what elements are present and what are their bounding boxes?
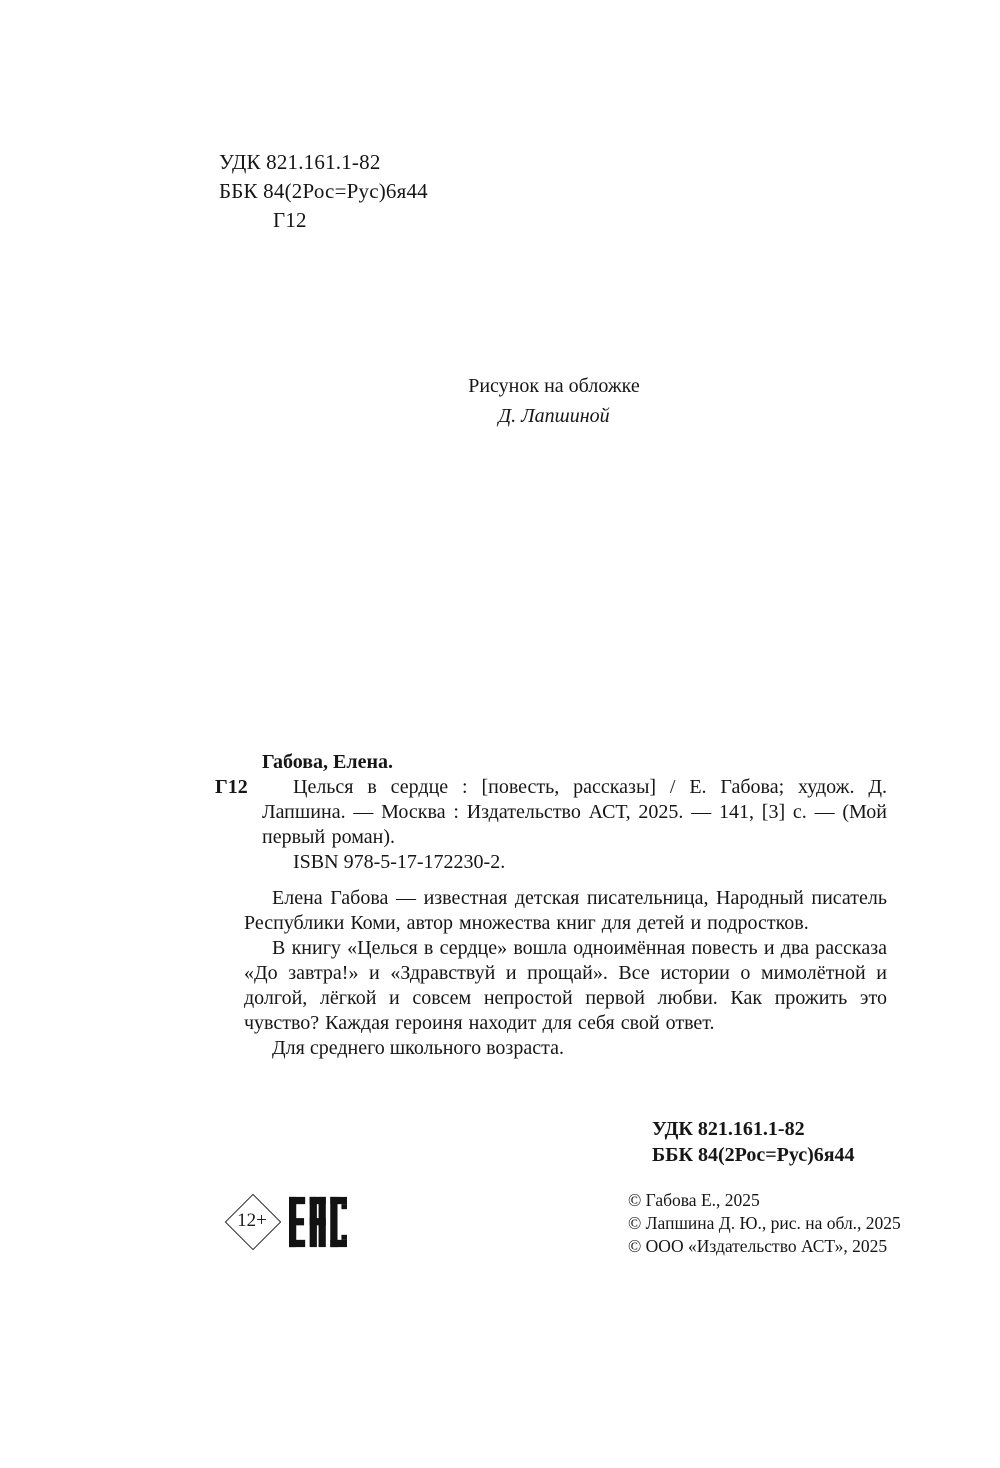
- copyright-line-illustrator: © Лапшина Д. Ю., рис. на обл., 2025: [628, 1213, 901, 1233]
- eac-conformity-mark-icon: [289, 1196, 347, 1248]
- annotation-about-book: В книгу «Целься в сердце» вошла одноимённая повесть и два рассказа «До завтра!» и «Здравствуй и прощай». Все истории о мимолётной и долгой, лёгкой и совсем непростой первой любви. Как прожить это чувство? Каждая героиня находит для себя свой ответ.: [244, 937, 887, 1034]
- copyright-block: [628, 1189, 901, 1258]
- card-bibliographic-description: Целься в сердце : [повесть, рассказы] / Е. Габова; худож. Д. Лапшина. — Москва : Издательство АСТ, 2025. — 141, [3] с. — (Мой первый роман).: [262, 776, 887, 848]
- bottom-classification-block: [652, 1116, 855, 1168]
- card-entry: [215, 775, 887, 850]
- annotation-about-author: Елена Габова — известная детская писательница, Народный писатель Республики Коми, автор множества книг для детей и подростков.: [244, 887, 887, 934]
- catalog-card-block: [215, 750, 887, 1061]
- copyright-line-publisher: © ООО «Издательство АСТ», 2025: [628, 1236, 888, 1256]
- bbk-code-top: ББК 84(2Рос=Рус)6я44: [219, 179, 428, 203]
- udk-code-bottom: УДК 821.161.1-82: [652, 1118, 805, 1140]
- author-sign-code: Г12: [273, 208, 307, 232]
- reading-age-note: Для среднего школьного возраста.: [272, 1037, 564, 1059]
- isbn-line: ISBN 978-5-17-172230-2.: [293, 851, 506, 873]
- cover-artist-name: Д. Лапшиной: [498, 405, 610, 427]
- bbk-code-bottom: ББК 84(2Рос=Рус)6я44: [652, 1144, 855, 1166]
- copyright-line-author: © Габова Е., 2025: [628, 1190, 760, 1210]
- udk-code-top: УДК 821.161.1-82: [219, 150, 381, 174]
- cover-credit-caption: Рисунок на обложке: [468, 375, 640, 397]
- card-entry-code: Г12: [215, 776, 248, 798]
- card-author-heading: Габова, Елена.: [262, 751, 393, 773]
- top-classification-block: [219, 148, 428, 235]
- cover-credit-block: [222, 371, 886, 431]
- age-rating-label: 12+: [237, 1210, 267, 1231]
- age-rating-badge: [224, 1193, 280, 1249]
